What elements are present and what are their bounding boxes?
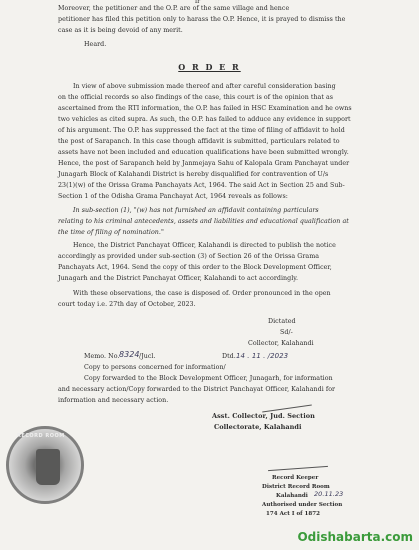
memo-prefix: Memo. No. (84, 353, 120, 360)
intro-line-2: petitioner has filed this petition only to harass the O.P. Hence, it is prayed to dismiss the (58, 16, 346, 23)
para2-line: Hence, the District Panchayat Officer, Kalahandi is directed to publish the notice (73, 242, 336, 249)
para1-line: Junagarh Block of Kalahandi District is hereby disqualified for contravention of U/s (58, 171, 329, 178)
top-fragment: ir (195, 0, 201, 5)
copy-line-2: Copy forwarded to the Block Development Officer, Junagarh, for information (84, 375, 333, 382)
copy-line-4: information and necessary action. (58, 397, 169, 404)
copy-line-1: Copy to persons concerned for information/ (84, 364, 226, 371)
memo-suffix: /Jucl. (139, 353, 156, 360)
para1-line: Hence, the post of Sarapanch held by Janmejaya Sahu of Kalopala Gram Panchayat under (58, 160, 350, 167)
stamp-line: Authorised under Section (262, 502, 343, 508)
para3-line: With these observations, the case is disposed of. Order pronounced in the open (73, 290, 331, 297)
para1-line: In view of above submission made thereof and after careful consideration basing (73, 83, 336, 90)
quote-line: In sub-section (1), "(w) has not furnished an affidavit containing particulars (73, 207, 319, 214)
stamp-line: District Record Room (262, 484, 330, 490)
collector-signature-label: Collector, Kalahandi (248, 340, 314, 347)
para2-line: Junagarh and the District Panchayat Officer, Kalahandi to act accordingly. (58, 275, 299, 282)
collectorate-label: Collectorate, Kalahandi (214, 423, 302, 431)
order-heading: O R D E R (178, 62, 241, 72)
para1-line: ascertained from the RTI information, the O.P. has failed in HSC Examination and he owns (58, 105, 352, 112)
stamp-line: 174 Act I of 1872 (266, 511, 321, 517)
dated-value: 14 . 11 . /2023 (236, 352, 289, 360)
stamp-date: 20.11.23 (314, 490, 344, 498)
para1-line: the post of Sarapanch. In this case though affidavit is submitted, particulars related to (58, 138, 340, 145)
signature-stroke (268, 466, 328, 471)
para1-line: on the official records so also findings of the case, this court is of the opinion that as (58, 94, 334, 101)
para1-line: 23(1)(w) of the Orissa Grama Panchayats Act, 1964. The said Act in Section 25 and Sub- (58, 182, 345, 189)
dictated-label: Dictated (268, 318, 296, 325)
para2-line: accordingly as provided under sub-section (3) of Section 26 of the Orissa Grama (58, 253, 320, 260)
intro-line-1: Moreover, the petitioner and the O.P. are of the same village and hence (58, 5, 290, 12)
seal-text: RECORD ROOM (17, 433, 65, 439)
para1-line: of his argument. The O.P. has suppressed the fact at the time of filing of affidavit to hold (58, 127, 345, 134)
stamp-line: Record Keeper (272, 475, 319, 481)
para2-line: Panchayats Act, 1964. Send the copy of this order to the Block Development Officer, (58, 264, 332, 271)
quote-line: the time of filing of nomination." (58, 229, 164, 236)
para1-line: two vehicles as cited supra. As such, the O.P. has failed to adduce any evidence in support (58, 116, 351, 123)
para1-line: assets have not been included and education qualifications have been submitted wrongly. (58, 149, 349, 156)
asst-collector-label: Asst. Collector, Jud. Section (212, 412, 315, 420)
para1-line: Section 1 of the Odisha Grama Panchayat Act, 1964 reveals as follows: (58, 193, 288, 200)
quote-line: relating to his criminal antecedents, assets and liabilities and educational qualification at (58, 218, 349, 225)
copy-line-3: and necessary action/Copy forwarded to the District Panchayat Officer, Kalahandi for (58, 386, 336, 393)
dated-prefix: Dtd. (222, 353, 236, 360)
watermark: Odishabarta.com (297, 530, 413, 544)
office-seal-stamp (6, 426, 84, 504)
intro-line-3: case as it is being devoid of any merit. (58, 27, 183, 34)
heard-text: Heard. (84, 41, 107, 48)
para3-line: court today i.e. 27th day of October, 2023. (58, 301, 196, 308)
sd-label: Sd/- (280, 329, 293, 336)
memo-number: 8324 (119, 350, 140, 359)
stamp-line: Kalahandi (276, 493, 308, 499)
